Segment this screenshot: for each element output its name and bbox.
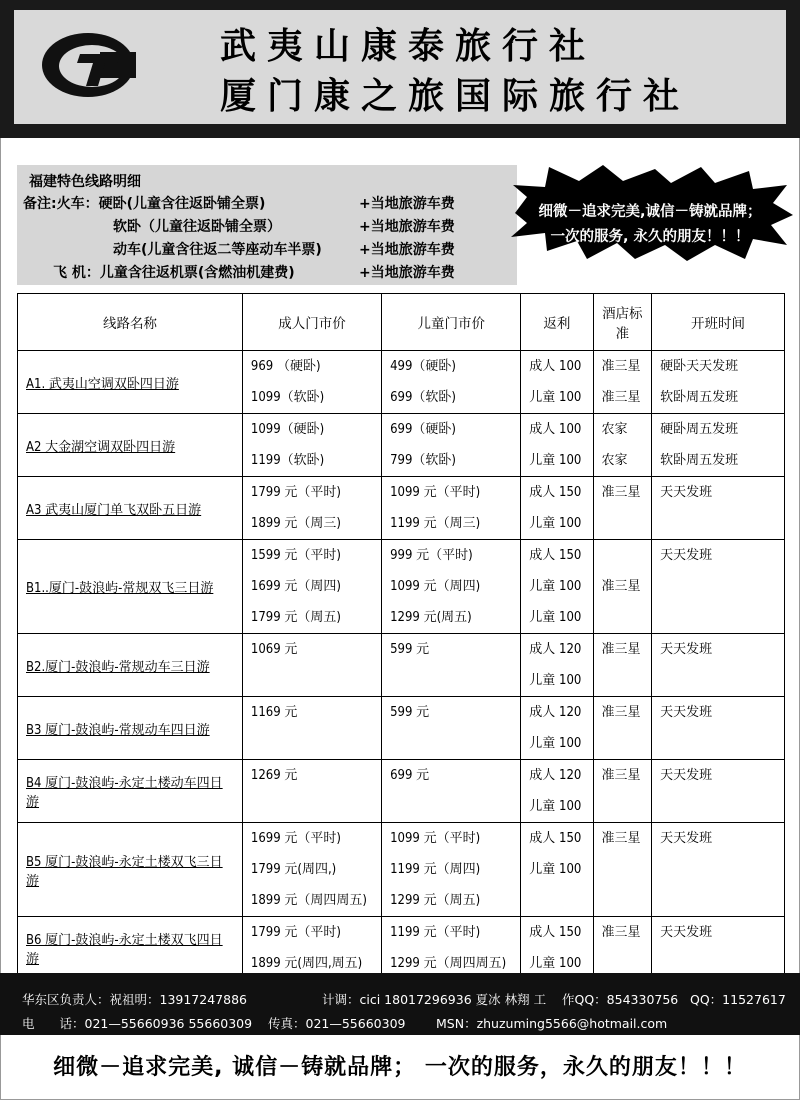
rebate-value: 儿童 100: [529, 579, 582, 594]
schedule-cell: [652, 760, 785, 823]
schedule-value: 天天发班: [660, 705, 713, 720]
rebate-value: 成人 120: [529, 642, 582, 657]
child-value: 1099 元（平时): [390, 485, 481, 500]
schedule-value: 天天发班: [660, 642, 713, 657]
schedule-value: [660, 885, 776, 916]
note-extra-2: +当地旅游车费: [359, 219, 455, 235]
rebate-cell: [521, 697, 593, 760]
adult-cell: [242, 634, 381, 697]
child-value: 599 元: [390, 705, 430, 720]
child-value: 699 元: [390, 768, 430, 783]
schedule-value: [660, 854, 776, 885]
schedule-cell: [652, 414, 785, 477]
adult-value: 1799 元（平时): [250, 925, 341, 940]
header-adult-price: 成人门市价: [242, 294, 381, 351]
burst-line-2: 一次的服务, 永久的朋友！！！: [550, 229, 750, 245]
rebate-value: [529, 885, 584, 916]
table-row: [18, 540, 785, 634]
table-row: [18, 477, 785, 540]
note-train-hard: 备注:火车：硬卧(儿童含往返卧铺全票): [23, 196, 266, 212]
adult-value: 969 （硬卧): [250, 359, 321, 374]
schedule-cell: [652, 823, 785, 917]
hotel-cell: [593, 760, 652, 823]
adult-value: 1799 元（平时): [250, 485, 341, 500]
table-row: [18, 823, 785, 917]
schedule-cell: [652, 697, 785, 760]
adult-cell: [242, 477, 381, 540]
route-name-link[interactable]: B5 厦门-鼓浪屿-永定土楼双飞三日游: [26, 854, 223, 889]
child-cell: [382, 697, 521, 760]
rebate-value: 成人 120: [529, 768, 582, 783]
table-row: [18, 760, 785, 823]
child-value: 699（硬卧): [390, 422, 456, 437]
adult-cell: [242, 760, 381, 823]
header-banner: [0, 0, 800, 138]
rebate-cell: [521, 351, 593, 414]
route-name-link[interactable]: B4 厦门-鼓浪屿-永定土楼动车四日游: [26, 776, 223, 810]
schedule-value: [660, 602, 776, 633]
child-cell: [382, 477, 521, 540]
hotel-value: 准三星: [601, 485, 641, 500]
route-name-link[interactable]: A3 武夷山厦门单飞双卧五日游: [26, 502, 202, 518]
route-name-link[interactable]: A2 大金湖空调双卧四日游: [26, 439, 176, 455]
table-row: [18, 697, 785, 760]
rebate-cell: [521, 634, 593, 697]
route-name-cell: [18, 540, 243, 634]
child-cell: [382, 351, 521, 414]
hotel-value: [602, 540, 644, 571]
child-value: 599 元: [390, 642, 430, 657]
rebate-value: 儿童 100: [529, 453, 582, 468]
adult-value: 1699 元（平时): [250, 831, 341, 846]
work-qq: 作QQ：854330756: [562, 992, 679, 1007]
manager-contact: 华东区负责人：祝祖明：13917247886: [22, 992, 247, 1007]
child-value: 1199 元（周三): [390, 516, 481, 531]
adult-cell: [242, 540, 381, 634]
rebate-cell: [521, 540, 593, 634]
notes-box: [17, 165, 517, 285]
adult-cell: [242, 823, 381, 917]
header-child-price: 儿童门市价: [382, 294, 521, 351]
schedule-cell: [652, 477, 785, 540]
schedule-value: 天天发班: [660, 768, 713, 783]
route-name-link[interactable]: B1..厦门-鼓浪屿-常规双飞三日游: [26, 581, 214, 596]
phone-contact: 电 话：021—55660936 55660309: [22, 1016, 253, 1031]
route-name-link[interactable]: B6 厦门-鼓浪屿-永定土楼双飞四日游: [26, 933, 223, 967]
adult-cell: [242, 351, 381, 414]
hotel-cell: [593, 823, 652, 917]
rebate-value: 成人 100: [529, 422, 582, 437]
route-name-cell: [18, 697, 243, 760]
adult-value: 1599 元（平时): [250, 548, 341, 563]
schedule-value: 硬卧周五发班: [660, 422, 739, 437]
adult-value: 1269 元: [250, 768, 298, 783]
route-name-cell: [18, 634, 243, 697]
hotel-value: [602, 728, 644, 759]
child-value: 1299 元（周五): [390, 893, 481, 908]
routes-body: [18, 351, 785, 980]
rebate-value: 儿童 100: [529, 516, 582, 531]
child-value: 999 元（平时): [390, 548, 473, 563]
table-header-row: [18, 294, 785, 351]
child-value: 1199 元（周四): [390, 862, 481, 877]
rebate-cell: [521, 477, 593, 540]
hotel-value: 准三星: [601, 390, 641, 405]
note-extra-4: +当地旅游车费: [359, 265, 455, 281]
hotel-value: 农家: [601, 422, 628, 437]
route-name-cell: [18, 917, 243, 980]
hotel-value: 准三星: [601, 831, 641, 846]
child-value: [390, 728, 512, 759]
rebate-value: 儿童 100: [529, 736, 582, 751]
adult-value: 1899 元（周四周五): [250, 893, 367, 908]
schedule-value: 天天发班: [660, 831, 713, 846]
child-value: 1199 元（平时): [390, 925, 481, 940]
route-name-cell: [18, 760, 243, 823]
rebate-value: 成人 150: [529, 548, 582, 563]
schedule-value: [660, 791, 776, 822]
child-value: [390, 791, 512, 822]
hotel-value: [602, 602, 644, 633]
rebate-value: 儿童 100: [529, 390, 582, 405]
adult-value: [251, 728, 373, 759]
adult-value: 1799 元(周四,): [250, 862, 337, 877]
rebate-cell: [521, 414, 593, 477]
hotel-value: 准三星: [601, 925, 641, 940]
msn-contact: MSN：zhuzuming5566@hotmail.com: [436, 1016, 668, 1031]
routes-table: [17, 293, 785, 980]
route-name-cell: [18, 351, 243, 414]
hotel-value: 准三星: [601, 579, 641, 594]
schedule-value: 硬卧天天发班: [660, 359, 739, 374]
adult-cell: [242, 697, 381, 760]
header-rebate: 返利: [521, 294, 593, 351]
route-name-link[interactable]: B2.厦门-鼓浪屿-常规动车三日游: [26, 659, 210, 675]
child-value: 699（软卧): [390, 390, 456, 405]
bottom-slogan: 细微－追求完美, 诚信－铸就品牌； 一次的服务，永久的朋友！！！: [53, 1055, 747, 1080]
hotel-cell: [593, 697, 652, 760]
child-cell: [382, 634, 521, 697]
hotel-value: 准三星: [601, 768, 641, 783]
hotel-value: [602, 791, 644, 822]
hotel-cell: [593, 634, 652, 697]
rebate-value: 儿童 100: [529, 956, 582, 971]
route-name-link[interactable]: B3 厦门-鼓浪屿-常规动车四日游: [26, 722, 210, 738]
hotel-value: [602, 885, 644, 916]
note-train-soft: 软卧（儿童往返卧铺全票）: [113, 219, 281, 235]
child-value: 1099 元（周四): [390, 579, 481, 594]
hotel-cell: [593, 540, 652, 634]
hotel-value: 准三星: [601, 359, 641, 374]
child-value: 1299 元(周五): [390, 610, 472, 625]
hotel-cell: [593, 414, 652, 477]
child-value: 799（软卧): [390, 453, 456, 468]
child-cell: [382, 917, 521, 980]
rebate-value: 成人 100: [529, 359, 582, 374]
schedule-value: 天天发班: [660, 925, 713, 940]
rebate-cell: [521, 917, 593, 980]
rebate-cell: [521, 760, 593, 823]
child-value: [390, 665, 512, 696]
route-name-link[interactable]: A1. 武夷山空调双卧四日游: [26, 376, 179, 392]
child-cell: [382, 414, 521, 477]
note-flight: 飞 机：儿童含往返机票(含燃油机建费): [53, 265, 295, 281]
adult-value: 1199（软卧): [250, 453, 325, 468]
contact-footer: [0, 973, 800, 1035]
schedule-cell: [652, 634, 785, 697]
adult-value: 1099（硬卧): [250, 422, 325, 437]
route-name-cell: [18, 414, 243, 477]
rebate-value: 成人 150: [529, 925, 582, 940]
header-route-name: 线路名称: [18, 294, 243, 351]
hotel-value: 准三星: [601, 705, 641, 720]
schedule-cell: [652, 351, 785, 414]
rebate-value: 成人 150: [529, 485, 582, 500]
fax-contact: 传真：021—55660309: [268, 1016, 406, 1031]
adult-value: [251, 665, 373, 696]
header-panel: [14, 10, 786, 124]
schedule-value: [660, 508, 776, 539]
schedule-value: [660, 728, 776, 759]
schedule-cell: [652, 917, 785, 980]
note-bullet-train: 动车(儿童含往返二等座动车半票): [113, 242, 322, 258]
qq-number: QQ：11527617: [690, 992, 786, 1007]
rebate-value: 儿童 100: [529, 673, 582, 688]
schedule-value: 软卧周五发班: [660, 390, 739, 405]
child-value: 1299 元（周四周五): [390, 956, 507, 971]
note-extra-1: +当地旅游车费: [359, 196, 455, 212]
agency-title-2: 厦门康之旅国际旅行社: [220, 76, 691, 117]
schedule-value: 软卧周五发班: [660, 453, 739, 468]
route-name-cell: [18, 477, 243, 540]
hotel-cell: [593, 477, 652, 540]
rebate-value: 成人 120: [529, 705, 582, 720]
header-schedule: 开班时间: [652, 294, 785, 351]
adult-cell: [242, 917, 381, 980]
hotel-value: 准三星: [601, 642, 641, 657]
child-cell: [382, 540, 521, 634]
adult-value: 1099（软卧): [250, 390, 325, 405]
hotel-value: [602, 665, 644, 696]
schedule-value: 天天发班: [660, 548, 713, 563]
table-row: [18, 634, 785, 697]
adult-value: 1899 元（周三): [250, 516, 341, 531]
rebate-cell: [521, 823, 593, 917]
table-row: [18, 351, 785, 414]
table-row: [18, 917, 785, 980]
table-row: [18, 414, 785, 477]
child-value: 1099 元（平时): [390, 831, 481, 846]
slogan-burst: [505, 163, 795, 263]
note-extra-3: +当地旅游车费: [359, 242, 455, 258]
schedule-value: 天天发班: [660, 485, 713, 500]
planner-contact: 计调：cici 18017296936 夏冰 林翔 工: [322, 992, 547, 1007]
adult-value: [251, 791, 373, 822]
hotel-value: [602, 854, 644, 885]
rebate-value: 儿童 100: [529, 799, 582, 814]
hotel-cell: [593, 917, 652, 980]
adult-cell: [242, 414, 381, 477]
hotel-value: 农家: [601, 453, 628, 468]
notes-heading: 福建特色线路明细: [29, 174, 141, 190]
child-cell: [382, 760, 521, 823]
adult-value: 1169 元: [250, 705, 298, 720]
kt-logo-icon: [40, 30, 136, 100]
adult-value: 1069 元: [250, 642, 298, 657]
adult-value: 1899 元(周四,周五): [250, 956, 363, 971]
schedule-value: [660, 665, 776, 696]
schedule-value: [660, 571, 776, 602]
header-hotel: 酒店标准: [593, 294, 652, 351]
rebate-value: 儿童 100: [529, 610, 582, 625]
burst-line-1: 细微－追求完美,诚信－铸就品牌；: [538, 204, 762, 220]
child-value: 499（硬卧): [390, 359, 456, 374]
hotel-value: [602, 508, 644, 539]
adult-value: 1799 元（周五): [250, 610, 341, 625]
route-name-cell: [18, 823, 243, 917]
rebate-value: 儿童 100: [529, 862, 582, 877]
rebate-value: 成人 150: [529, 831, 582, 846]
agency-title-1: 武夷山康泰旅行社: [220, 26, 597, 67]
adult-value: 1699 元（周四): [250, 579, 341, 594]
child-cell: [382, 823, 521, 917]
hotel-cell: [593, 351, 652, 414]
schedule-cell: [652, 540, 785, 634]
